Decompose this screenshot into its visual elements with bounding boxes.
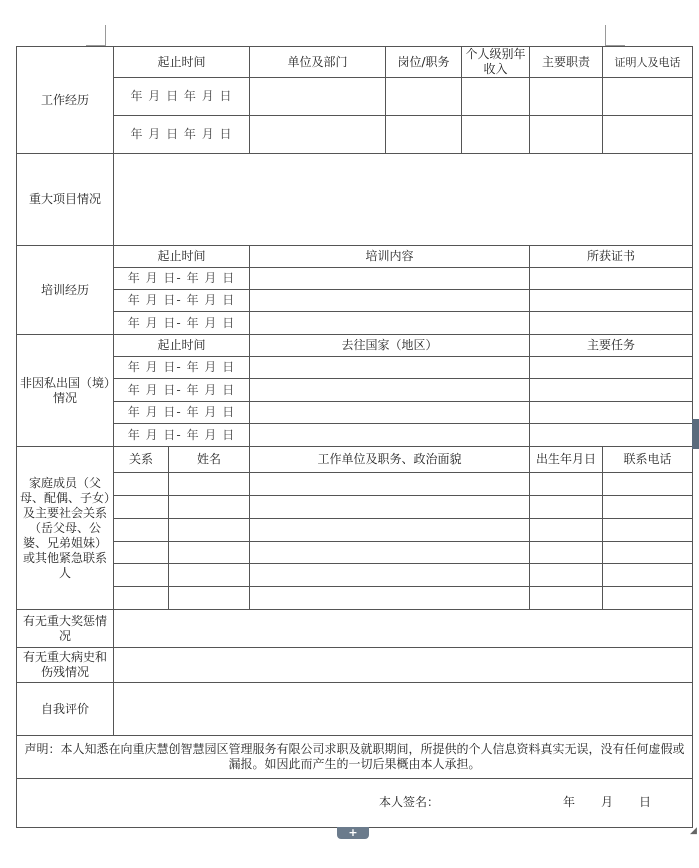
work-col-period: 起止时间 (114, 47, 250, 78)
training-section-label: 培训经历 (17, 246, 114, 335)
training-date-cell[interactable]: 年 月 日- 年 月 日 (114, 290, 250, 312)
family-birthdate-cell[interactable] (530, 542, 603, 564)
illness-cell[interactable] (114, 648, 693, 683)
resize-corner-icon[interactable]: ◢ (690, 826, 697, 836)
family-section-label: 家庭成员（父母、配偶、子女）及主要社会关系（岳父母、公婆、兄弟姐妹）或其他紧急联系人 (17, 447, 114, 610)
illness-row (17, 648, 693, 683)
abroad-row (17, 402, 693, 424)
work-reference-cell[interactable] (603, 116, 693, 154)
training-certificate-cell[interactable] (530, 290, 693, 312)
work-duties-cell[interactable] (530, 116, 603, 154)
family-birthdate-cell[interactable] (530, 496, 603, 519)
family-relation-cell[interactable] (114, 519, 169, 542)
abroad-header-row (17, 335, 693, 357)
training-date-cell[interactable]: 年 月 日- 年 月 日 (114, 312, 250, 335)
family-col-phone: 联系电话 (603, 447, 693, 473)
awards-cell[interactable] (114, 610, 693, 648)
training-content-cell[interactable] (250, 312, 530, 335)
abroad-date-cell[interactable]: 年 月 日- 年 月 日 (114, 379, 250, 402)
training-content-cell[interactable] (250, 290, 530, 312)
family-name-cell[interactable] (169, 473, 250, 496)
training-header-row (17, 246, 693, 268)
abroad-row (17, 379, 693, 402)
training-col-certificate: 所获证书 (530, 246, 693, 268)
self-eval-cell[interactable] (114, 683, 693, 736)
abroad-section-label: 非因私出国（境）情况 (17, 335, 114, 447)
training-date-cell[interactable]: 年 月 日- 年 月 日 (114, 268, 250, 290)
abroad-col-destination: 去往国家（地区） (250, 335, 530, 357)
family-name-cell[interactable] (169, 564, 250, 587)
self-eval-section-label: 自我评价 (17, 683, 114, 736)
family-name-cell[interactable] (169, 542, 250, 564)
abroad-task-cell[interactable] (530, 402, 693, 424)
work-unit-cell[interactable] (250, 78, 386, 116)
family-birthdate-cell[interactable] (530, 473, 603, 496)
family-row (17, 542, 693, 564)
family-row (17, 564, 693, 587)
abroad-task-cell[interactable] (530, 379, 693, 402)
abroad-col-task: 主要任务 (530, 335, 693, 357)
work-position-cell[interactable] (386, 78, 462, 116)
family-employer-cell[interactable] (250, 564, 530, 587)
family-relation-cell[interactable] (114, 496, 169, 519)
family-phone-cell[interactable] (603, 542, 693, 564)
family-phone-cell[interactable] (603, 564, 693, 587)
work-duties-cell[interactable] (530, 78, 603, 116)
work-income-cell[interactable] (462, 78, 530, 116)
family-col-employer: 工作单位及职务、政治面貌 (250, 447, 530, 473)
family-employer-cell[interactable] (250, 473, 530, 496)
training-col-content: 培训内容 (250, 246, 530, 268)
family-col-relation: 关系 (114, 447, 169, 473)
family-birthdate-cell[interactable] (530, 519, 603, 542)
work-col-income: 个人级别年收入 (462, 47, 530, 78)
family-col-birthdate: 出生年月日 (530, 447, 603, 473)
abroad-destination-cell[interactable] (250, 424, 530, 447)
family-phone-cell[interactable] (603, 473, 693, 496)
crop-mark-right-v (605, 25, 606, 46)
family-col-name: 姓名 (169, 447, 250, 473)
work-position-cell[interactable] (386, 116, 462, 154)
family-relation-cell[interactable] (114, 587, 169, 610)
training-row (17, 290, 693, 312)
training-row (17, 312, 693, 335)
signature-day-label: 日 (639, 795, 652, 809)
family-name-cell[interactable] (169, 587, 250, 610)
family-birthdate-cell[interactable] (530, 587, 603, 610)
self-eval-row (17, 683, 693, 736)
family-row (17, 473, 693, 496)
family-phone-cell[interactable] (603, 519, 693, 542)
abroad-destination-cell[interactable] (250, 379, 530, 402)
family-header-row (17, 447, 693, 473)
family-row (17, 587, 693, 610)
abroad-date-cell[interactable]: 年 月 日- 年 月 日 (114, 402, 250, 424)
training-row (17, 268, 693, 290)
work-col-duties: 主要职责 (530, 47, 603, 78)
abroad-date-cell[interactable]: 年 月 日- 年 月 日 (114, 424, 250, 447)
awards-section-label: 有无重大奖惩情况 (17, 610, 114, 648)
signature-year-label: 年 (563, 795, 576, 809)
declaration-text: 声明：本人知悉在向重庆慧创智慧园区管理服务有限公司求职及就职期间，所提供的个人信息资料真实无误，没有任何虚假或漏报。如因此而产生的一切后果概由本人承担。 (17, 736, 693, 779)
work-row (17, 116, 693, 154)
declaration-row (17, 736, 693, 779)
work-col-unit: 单位及部门 (250, 47, 386, 78)
family-relation-cell[interactable] (114, 473, 169, 496)
signature-month-label: 月 (601, 795, 614, 809)
signature-label: 本人签名： (379, 795, 440, 809)
family-phone-cell[interactable] (603, 587, 693, 610)
family-phone-cell[interactable] (603, 496, 693, 519)
family-name-cell[interactable] (169, 519, 250, 542)
work-header-row (17, 47, 693, 78)
work-reference-cell[interactable] (603, 78, 693, 116)
work-unit-cell[interactable] (250, 116, 386, 154)
abroad-destination-cell[interactable] (250, 357, 530, 379)
family-row (17, 519, 693, 542)
add-page-button[interactable]: + (337, 827, 369, 839)
projects-cell[interactable] (114, 154, 693, 246)
abroad-destination-cell[interactable] (250, 402, 530, 424)
work-section-label: 工作经历 (17, 47, 114, 154)
family-relation-cell[interactable] (114, 542, 169, 564)
application-form-table (16, 46, 693, 828)
family-employer-cell[interactable] (250, 519, 530, 542)
projects-section-label: 重大项目情况 (17, 154, 114, 246)
abroad-col-period: 起止时间 (114, 335, 250, 357)
family-birthdate-cell[interactable] (530, 564, 603, 587)
training-certificate-cell[interactable] (530, 312, 693, 335)
projects-row (17, 154, 693, 246)
family-name-cell[interactable] (169, 496, 250, 519)
family-employer-cell[interactable] (250, 542, 530, 564)
training-certificate-cell[interactable] (530, 268, 693, 290)
illness-section-label: 有无重大病史和伤残情况 (17, 648, 114, 683)
abroad-row (17, 357, 693, 379)
side-scroll-tab[interactable] (692, 419, 699, 449)
work-date-cell[interactable]: 年 月 日 年 月 日 (114, 78, 250, 116)
work-col-position: 岗位/职务 (386, 47, 462, 78)
abroad-date-cell[interactable]: 年 月 日- 年 月 日 (114, 357, 250, 379)
work-date-cell[interactable]: 年 月 日 年 月 日 (114, 116, 250, 154)
work-income-cell[interactable] (462, 116, 530, 154)
abroad-row (17, 424, 693, 447)
crop-mark-left-v (105, 25, 106, 46)
abroad-task-cell[interactable] (530, 357, 693, 379)
family-employer-cell[interactable] (250, 496, 530, 519)
awards-row (17, 610, 693, 648)
work-col-reference: 证明人及电话 (603, 47, 693, 78)
work-row (17, 78, 693, 116)
signature-row (17, 779, 693, 828)
family-employer-cell[interactable] (250, 587, 530, 610)
training-col-period: 起止时间 (114, 246, 250, 268)
abroad-task-cell[interactable] (530, 424, 693, 447)
signature-cell[interactable] (17, 779, 693, 828)
family-row (17, 496, 693, 519)
training-content-cell[interactable] (250, 268, 530, 290)
family-relation-cell[interactable] (114, 564, 169, 587)
